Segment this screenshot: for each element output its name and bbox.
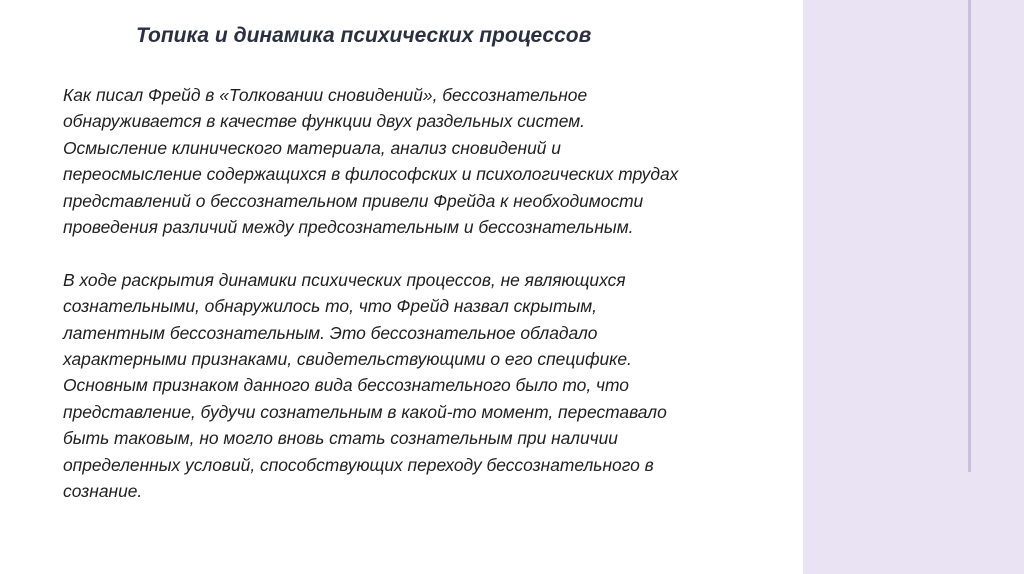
paragraph-line: проведения различий между предсознательным и бессознательным. xyxy=(63,217,634,238)
paragraph-line: определенных условий, способствующих переходу бессознательного в xyxy=(63,454,654,475)
paragraph-line: представление, будучи сознательным в какой-то момент, переставало xyxy=(63,401,667,422)
paragraph-line: Осмысление клинического материала, анализ сновидений и xyxy=(63,137,561,158)
side-panel xyxy=(803,0,1024,574)
paragraph-line: В ходе раскрытия динамики психических процессов, не являющихся xyxy=(63,269,626,290)
paragraph-line: сознательными, обнаружилось то, что Фрейд назвал скрытым, xyxy=(63,296,597,317)
paragraph-line: переосмысление содержащихся в философских и психологических трудах xyxy=(63,164,679,185)
paragraph-line: Основным признаком данного вида бессознательного было то, что xyxy=(63,375,629,396)
paragraph-line: сознание. xyxy=(63,481,143,502)
paragraph-line: латентным бессознательным. Это бессознательное обладало xyxy=(63,322,598,343)
paragraph-line: Как писал Фрейд в «Толковании сновидений», бессознательное xyxy=(63,85,588,105)
paragraph-line: представлений о бессознательном привели Фрейда к необходимости xyxy=(63,190,644,211)
body-text xyxy=(63,82,803,504)
paragraph-spacer xyxy=(63,240,803,266)
paragraph-line: быть таковым, но могло вновь стать сознательным при наличии xyxy=(63,428,618,449)
paragraph-1 xyxy=(63,82,803,240)
side-divider xyxy=(968,0,971,472)
slide-title: Топика и динамика психических процессов xyxy=(136,24,592,47)
paragraph-line: обнаруживается в качестве функции двух раздельных систем. xyxy=(63,111,586,132)
paragraph-2 xyxy=(63,267,803,505)
paragraph-line: характерными признаками, свидетельствующими о его специфике. xyxy=(63,349,632,370)
